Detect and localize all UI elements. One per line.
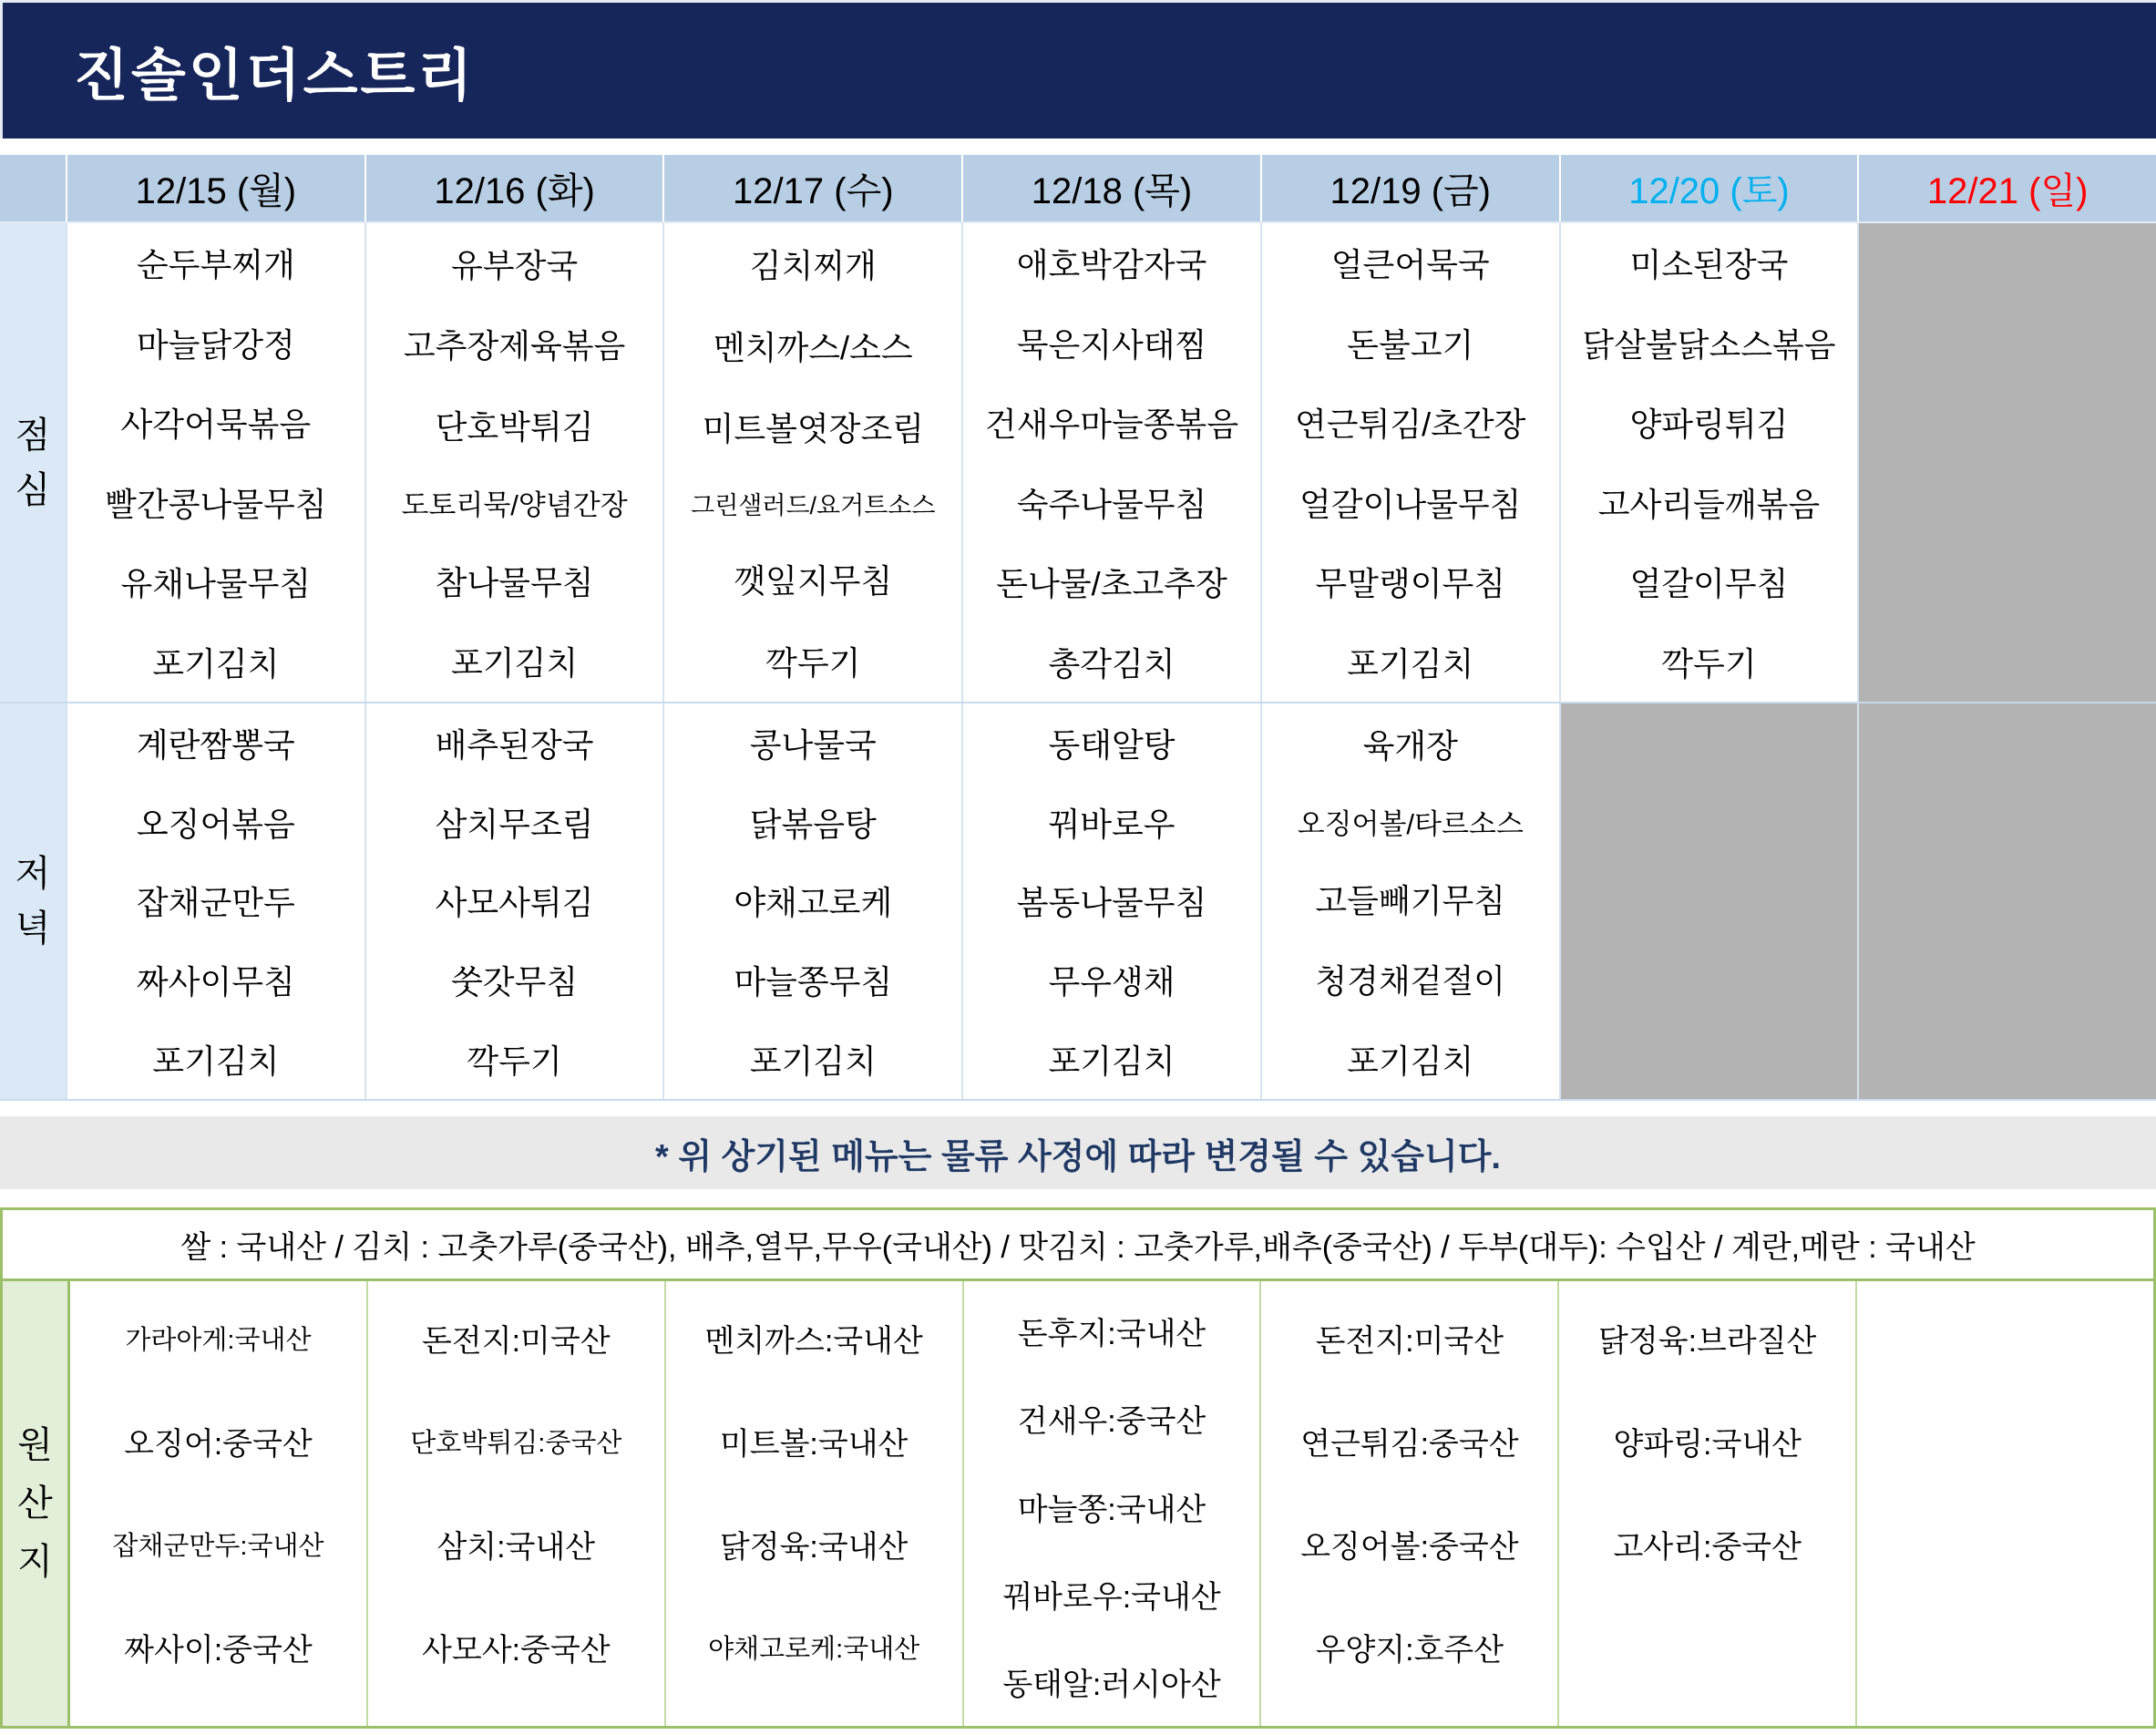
lunch-menu-item: 미트볼엿장조림: [702, 410, 925, 448]
origin-section-label: [3, 1281, 70, 1726]
dinner-day-cell-1: [366, 703, 665, 1099]
date-header-cell-6: 12/21 (일): [1859, 155, 2156, 221]
dinner-day-cell-2: [664, 703, 963, 1099]
dinner-menu-item: 잡채군만두: [136, 884, 295, 922]
lunch-menu-item: 애호박감자국: [1016, 246, 1207, 284]
origin-day-cell-0: [70, 1281, 368, 1726]
origin-menu-item: 돈후지:국내산: [1017, 1316, 1206, 1351]
weekly-menu-table: [0, 155, 2156, 1101]
dinner-section-label: [0, 703, 67, 1099]
origin-menu-item: 닭정육:브라질산: [1598, 1324, 1817, 1359]
date-header-cell-2: 12/17 (수): [664, 155, 963, 221]
dinner-menu-item: 야채고로케: [734, 884, 893, 922]
origin-table: [0, 1207, 2156, 1729]
dinner-menu-item: 포기김치: [749, 1042, 877, 1081]
dinner-menu-item: 삼치무조림: [435, 805, 594, 843]
dinner-menu-item: 닭볶음탕: [749, 805, 877, 843]
origin-day-cell-6: [1857, 1281, 2153, 1726]
dinner-day-cell-3: [963, 703, 1262, 1099]
lunch-menu-item: 숙주나물무침: [1016, 485, 1207, 523]
title-bar: [0, 0, 2156, 139]
dinner-menu-item: 포기김치: [1048, 1042, 1176, 1081]
origin-menu-item: 동태알:러시아산: [1002, 1668, 1221, 1703]
dinner-day-cell-4: [1262, 703, 1561, 1099]
dinner-menu-item: 청경채겉절이: [1315, 961, 1506, 1000]
dinner-menu-item: 계란짬뽕국: [136, 725, 295, 764]
lunch-menu-item: 멘치까스/소스: [713, 328, 913, 366]
lunch-menu-item: 얼갈이무침: [1629, 565, 1789, 603]
origin-menu-item: 고사리:중국산: [1613, 1530, 1802, 1565]
spacer: [0, 139, 2156, 155]
lunch-menu-item: 깻잎지무침: [734, 562, 893, 601]
origin-menu-item: 가라아게:국내산: [125, 1326, 312, 1355]
lunch-day-cell-1: [366, 223, 665, 702]
lunch-menu-item: 고사리들깨볶음: [1597, 485, 1821, 523]
dinner-menu-item: 포기김치: [1347, 1042, 1474, 1080]
date-header-cell-0: 12/15 (월): [67, 155, 366, 221]
origin-day-cell-3: [964, 1281, 1262, 1726]
lunch-menu-item: 무말랭이무침: [1315, 565, 1506, 603]
dinner-menu-item: 쑷갓무침: [451, 963, 579, 1001]
lunch-menu-item: 포기김치: [1347, 644, 1474, 683]
dinner-menu-item: 짜사이무침: [136, 963, 295, 1001]
origin-day-cell-4: [1261, 1281, 1559, 1726]
lunch-menu-item: 닭살불닭소스볶음: [1582, 325, 1836, 364]
origin-label-text: 원산지: [17, 1425, 53, 1582]
dinner-menu-item: 무우생채: [1048, 963, 1176, 1001]
dinner-menu-item: 포기김치: [152, 1042, 280, 1081]
dinner-menu-item: 배추된장국: [435, 725, 594, 764]
dinner-menu-item: 꿔바로우: [1048, 805, 1176, 843]
origin-menu-item: 삼치:국내산: [436, 1530, 596, 1565]
company-title: 진솔인더스트리: [74, 45, 476, 108]
origin-day-cell-2: [666, 1281, 964, 1726]
lunch-menu-item: 돈불고기: [1347, 325, 1474, 364]
lunch-menu-item: 참나물무침: [435, 563, 594, 601]
lunch-day-cell-3: [963, 223, 1262, 702]
dinner-menu-item: 깍두기: [467, 1042, 562, 1081]
lunch-menu-item: 총각김치: [1048, 644, 1176, 683]
origin-header-row: [3, 1210, 2153, 1281]
dinner-menu-item: 육개장: [1362, 726, 1458, 765]
date-header-cell-1: 12/16 (화): [366, 155, 665, 221]
dinner-menu-item: 고들빼기무침: [1315, 881, 1506, 919]
lunch-label-text: 점심: [15, 415, 51, 510]
lunch-menu-item: 김치찌개: [749, 247, 877, 285]
lunch-section-row: [0, 221, 2156, 702]
lunch-menu-item: 미소된장국: [1629, 246, 1789, 284]
origin-menu-item: 양파링:국내산: [1613, 1427, 1802, 1462]
dinner-day-cell-0: [67, 703, 366, 1099]
lunch-menu-item: 포기김치: [152, 644, 280, 683]
date-header-cell-4: 12/19 (금): [1262, 155, 1561, 221]
dinner-menu-item: 오징어볶음: [136, 805, 295, 843]
lunch-menu-item: 깍두기: [1661, 644, 1757, 683]
dinner-menu-item: 콩나물국: [749, 725, 877, 764]
lunch-menu-item: 양파링튀김: [1629, 406, 1789, 444]
date-header-cell-3: 12/18 (목): [963, 155, 1262, 221]
dinner-menu-item: 마늘쫑무침: [734, 963, 893, 1001]
lunch-menu-item: 단호박튀김: [435, 407, 594, 446]
notice-row: [0, 1116, 2156, 1189]
origin-menu-item: 오징어볼:중국산: [1300, 1530, 1519, 1565]
lunch-menu-item: 돈나물/초고추장: [996, 565, 1227, 603]
lunch-day-cell-0: [67, 223, 366, 702]
origin-menu-item: 잡채군만두:국내산: [112, 1532, 324, 1561]
origin-menu-item: 미트볼:국내산: [719, 1427, 909, 1462]
lunch-day-cell-2: [664, 223, 963, 702]
origin-menu-item: 꿔바로우:국내산: [1002, 1579, 1221, 1615]
dinner-menu-item: 봄동나물무침: [1016, 884, 1207, 922]
lunch-day-cell-6: [1859, 223, 2156, 702]
lunch-menu-item: 고추장제육볶음: [403, 327, 626, 365]
lunch-menu-item: 얼갈이나물무침: [1299, 485, 1522, 523]
dinner-menu-item: 동태알탕: [1048, 725, 1176, 764]
origin-menu-item: 닭정육:국내산: [719, 1530, 909, 1565]
date-header-cell-5: 12/20 (토): [1561, 155, 1860, 221]
date-row-corner-cell: [0, 155, 67, 221]
origin-menu-item: 오징어:중국산: [124, 1427, 313, 1462]
lunch-menu-item: 묵은지사태찜: [1016, 325, 1207, 364]
lunch-menu-item: 그린샐러드/요거트소스: [691, 491, 936, 519]
dinner-menu-item: 사모사튀김: [435, 884, 594, 922]
lunch-menu-item: 유채나물무침: [120, 565, 312, 603]
origin-menu-item: 단호박튀김:중국산: [410, 1429, 622, 1458]
origin-header-text: 쌀 : 국내산 / 김치 : 고춧가루(중국산), 배추,열무,무우(국내산) / 맛김치 : 고춧가루,배추(중국산) / 두부(대두): 수입산 / 계란,메란 : 국내산: [180, 1230, 1976, 1265]
date-header-row: [0, 155, 2156, 221]
origin-menu-item: 마늘쫑:국내산: [1017, 1492, 1206, 1527]
lunch-menu-item: 포기김치: [451, 644, 579, 683]
origin-body-row: [3, 1281, 2153, 1726]
lunch-menu-item: 순두부찌개: [136, 246, 295, 284]
dinner-section-row: [0, 702, 2156, 1101]
lunch-menu-item: 연근튀김/초간장: [1295, 406, 1526, 444]
origin-menu-item: 우양지:호주산: [1315, 1633, 1504, 1668]
dinner-menu-item: 오징어볼/타르소스: [1297, 807, 1524, 840]
origin-menu-item: 야채고로케:국내산: [708, 1635, 920, 1664]
spacer: [0, 1189, 2156, 1207]
lunch-menu-item: 마늘닭강정: [136, 325, 295, 364]
origin-menu-item: 건새우:중국산: [1017, 1404, 1206, 1440]
origin-day-cell-5: [1559, 1281, 1857, 1726]
lunch-menu-item: 깍두기: [765, 643, 861, 682]
origin-menu-item: 사모사:중국산: [422, 1633, 611, 1668]
origin-day-cell-1: [368, 1281, 666, 1726]
dinner-day-cell-6: [1859, 703, 2156, 1099]
dinner-day-cell-5: [1561, 703, 1860, 1099]
lunch-menu-item: 도토리묵/양념간장: [401, 489, 628, 522]
lunch-menu-item: 유부장국: [451, 246, 579, 284]
spacer: [0, 1101, 2156, 1116]
lunch-day-cell-4: [1262, 223, 1561, 702]
origin-menu-item: 연근튀김:중국산: [1300, 1427, 1519, 1462]
origin-menu-item: 멘치까스:국내산: [704, 1324, 923, 1359]
lunch-day-cell-5: [1561, 223, 1860, 702]
lunch-menu-item: 사각어묵볶음: [120, 406, 312, 444]
origin-menu-item: 짜사이:중국산: [124, 1633, 313, 1668]
lunch-section-label: [0, 223, 67, 702]
origin-menu-item: 돈전지:미국산: [1315, 1324, 1504, 1359]
notice-text: * 위 상기된 메뉴는 물류 사정에 따라 변경될 수 있습니다.: [655, 1137, 1501, 1176]
origin-menu-item: 돈전지:미국산: [422, 1324, 611, 1359]
lunch-menu-item: 건새우마늘쫑볶음: [984, 406, 1239, 444]
lunch-menu-item: 얼큰어묵국: [1330, 246, 1490, 284]
dinner-label-text: 저녁: [15, 854, 51, 949]
lunch-menu-item: 빨간콩나물무침: [105, 485, 327, 523]
